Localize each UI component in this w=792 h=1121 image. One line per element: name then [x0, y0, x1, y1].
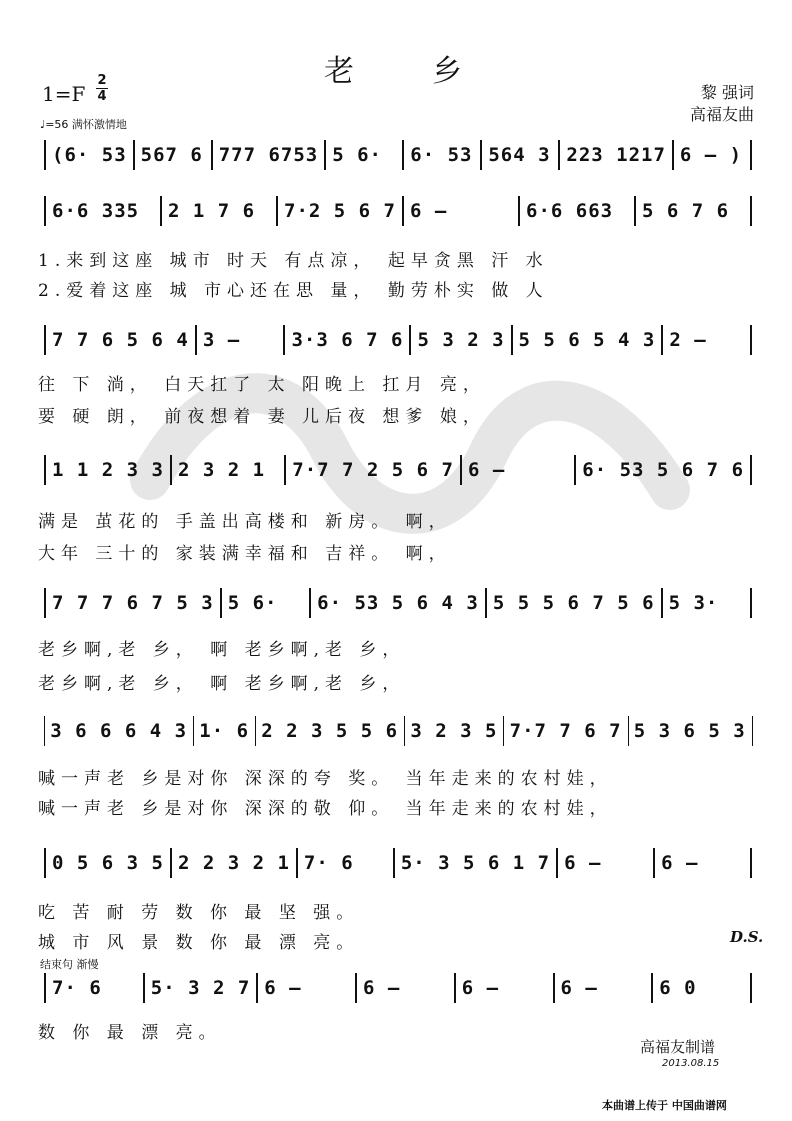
barline: [296, 848, 298, 878]
measure: 7·2 5 6 7: [284, 200, 396, 222]
time-signature: [96, 74, 108, 103]
barline: [170, 848, 172, 878]
barline: [44, 848, 46, 878]
barline: [653, 848, 655, 878]
barline: [750, 140, 752, 170]
measure: 7· 6: [303, 852, 354, 874]
measure: 2 2 3 2 1: [177, 852, 290, 874]
barline: [402, 196, 404, 226]
measure: 6·6 663: [526, 200, 614, 222]
notation-row: [38, 716, 758, 746]
measure: 7 7 7 6 7 5 3: [52, 592, 214, 614]
barline: [518, 196, 520, 226]
measure: 5 5 5 6 7 5 6: [492, 592, 655, 614]
title-char-1: 老: [324, 54, 360, 89]
barline: [133, 140, 135, 170]
barline: [409, 325, 411, 355]
measure: 2 2 3 5 5 6: [261, 720, 399, 742]
barline: [750, 325, 752, 355]
measure: 1 1 2 3 3: [52, 459, 164, 481]
barline: [44, 140, 46, 170]
barline: [634, 196, 636, 226]
measure: 5· 3 2 7: [150, 977, 251, 999]
barline: [195, 325, 197, 355]
notation-row: [38, 848, 758, 878]
measure: 223 1217: [566, 144, 666, 166]
meter-top: 2: [97, 73, 107, 88]
measure: 567 6: [140, 144, 203, 166]
measure: 6 –: [564, 852, 602, 874]
barline: [480, 140, 482, 170]
title-char-2: 乡: [432, 54, 468, 89]
measure: 6· 53: [410, 144, 473, 166]
measure: 5 6 7 6: [642, 200, 730, 222]
barline: [553, 973, 555, 1003]
notation-row: [38, 325, 758, 355]
barline: [44, 455, 46, 485]
lyric-line: 吃 苦 耐 劳 数 你 最 坚 强。: [38, 903, 360, 923]
measure: 3 6 6 6 4 3: [50, 720, 188, 742]
lyric-line: 老乡啊,老 乡， 啊 老乡啊,老 乡，: [38, 674, 406, 694]
barline: [750, 588, 752, 618]
barline: [160, 196, 162, 226]
upload-source: 本曲谱上传于 中国曲谱网: [602, 1099, 727, 1112]
measure: 6· 53 5 6 4 3: [317, 592, 479, 614]
barline: [309, 588, 311, 618]
notation-row: [38, 588, 758, 618]
measure: 777 6753: [218, 144, 319, 166]
lyric-line: 2.爱着这座 城 市心还在思 量， 勤劳朴实 做 人: [38, 281, 549, 301]
barline: [750, 455, 752, 485]
measure: 5 3·: [668, 592, 719, 614]
barline: [276, 196, 278, 226]
barline: [44, 325, 46, 355]
barline: [485, 588, 487, 618]
barline: [556, 848, 558, 878]
measure: 7· 6: [52, 977, 102, 999]
barline: [393, 848, 395, 878]
barline: [511, 325, 513, 355]
lyric-line: 老乡啊,老 乡， 啊 老乡啊,老 乡，: [38, 640, 406, 660]
lyric-line: 满是 茧花的 手盖出高楼和 新房。 啊，: [38, 512, 452, 532]
measure: 2 3 2 1: [177, 459, 266, 481]
measure: 564 3: [488, 144, 551, 166]
measure: 5 5 6 5 4 3: [518, 329, 656, 351]
measure: 6·6 335: [52, 200, 140, 222]
measure: 6· 53 5 6 7 6: [582, 459, 745, 481]
measure: 2 –: [669, 329, 707, 351]
measure: 6 –: [560, 977, 598, 999]
measure: 5 6·: [227, 592, 278, 614]
lyric-line: 喊一声老 乡是对你 深深的敬 仰。 当年走来的农村娃，: [38, 799, 613, 819]
barline: [661, 325, 663, 355]
song-title: [0, 46, 792, 90]
measure: 7 7 6 5 6 4: [52, 329, 189, 351]
lyric-line: 要 硬 朗， 前夜想着 妻 儿后夜 想爹 娘，: [38, 407, 486, 427]
barline: [143, 973, 145, 1003]
barline: [460, 455, 462, 485]
measure: 3 –: [202, 329, 241, 351]
measure: 2 1 7 6: [168, 200, 256, 222]
barline: [574, 455, 576, 485]
measure: 5 3 2 3: [417, 329, 505, 351]
barline: [44, 196, 46, 226]
measure: 6 – ): [679, 144, 743, 166]
notation-row: [38, 140, 758, 170]
lyric-line: 数 你 最 漂 亮。: [38, 1023, 222, 1043]
barline: [170, 455, 172, 485]
barline: [750, 196, 752, 226]
measure: 7·7 7 2 5 6 7: [292, 459, 454, 481]
measure: 6 –: [467, 459, 506, 481]
measure: 5 6·: [332, 144, 382, 166]
measure: 6 –: [661, 852, 699, 874]
measure: 3·3 6 7 6: [291, 329, 404, 351]
barline: [651, 973, 653, 1003]
ds-marking: D.S.: [730, 928, 764, 946]
notation-row: [38, 196, 758, 226]
measure: (6· 53: [52, 144, 127, 166]
barline: [402, 140, 404, 170]
lyric-line: 往 下 淌， 白天扛了 太 阳晚上 扛月 亮，: [38, 375, 486, 395]
measure: 7·7 7 6 7: [509, 720, 622, 742]
barline: [324, 140, 326, 170]
notation-row: [38, 455, 758, 485]
barline: [44, 973, 46, 1003]
meter-bottom: 4: [97, 89, 107, 104]
lyric-line: 1.来到这座 城市 时天 有点凉， 起早贪黑 汗 水: [38, 251, 549, 271]
measure: 6 –: [363, 977, 401, 999]
lyric-line: 城 市 风 景 数 你 最 漂 亮。: [38, 933, 360, 953]
lyric-line: 大年 三十的 家装满幸福和 吉祥。 啊，: [38, 544, 452, 564]
measure: 6 –: [409, 200, 448, 222]
barline: [558, 140, 560, 170]
measure: 6 0: [659, 977, 697, 999]
barline: [256, 973, 258, 1003]
measure: 5 3 6 5 3: [633, 720, 746, 742]
barline: [211, 140, 213, 170]
barline: [355, 973, 357, 1003]
barline: [661, 588, 663, 618]
arranger-date: 2013.08.15: [662, 1058, 720, 1069]
composer-credit: 高福友曲: [689, 105, 754, 124]
key-signature: 1=F: [42, 82, 86, 106]
measure: 6 –: [264, 977, 302, 999]
barline: [454, 973, 456, 1003]
measure: 5· 3 5 6 1 7: [400, 852, 551, 874]
barline: [750, 973, 752, 1003]
barline: [220, 588, 222, 618]
coda-label: 结束句 渐慢: [40, 958, 99, 971]
measure: 6 –: [461, 977, 500, 999]
barline: [672, 140, 674, 170]
arranger-signature: 高福友制谱: [640, 1038, 716, 1056]
barline: [283, 325, 285, 355]
measure: 0 5 6 3 5: [52, 852, 164, 874]
measure: 1· 6: [199, 720, 250, 742]
barline: [284, 455, 286, 485]
barline: [750, 848, 752, 878]
lyric-line: 喊一声老 乡是对你 深深的夸 奖。 当年走来的农村娃，: [38, 769, 613, 789]
notation-row: [38, 973, 758, 1003]
measure: 3 2 3 5: [410, 720, 498, 742]
lyricist-credit: 黎 强词: [700, 83, 754, 102]
barline: [44, 588, 46, 618]
tempo-marking: ♩=56 满怀激情地: [40, 118, 127, 131]
